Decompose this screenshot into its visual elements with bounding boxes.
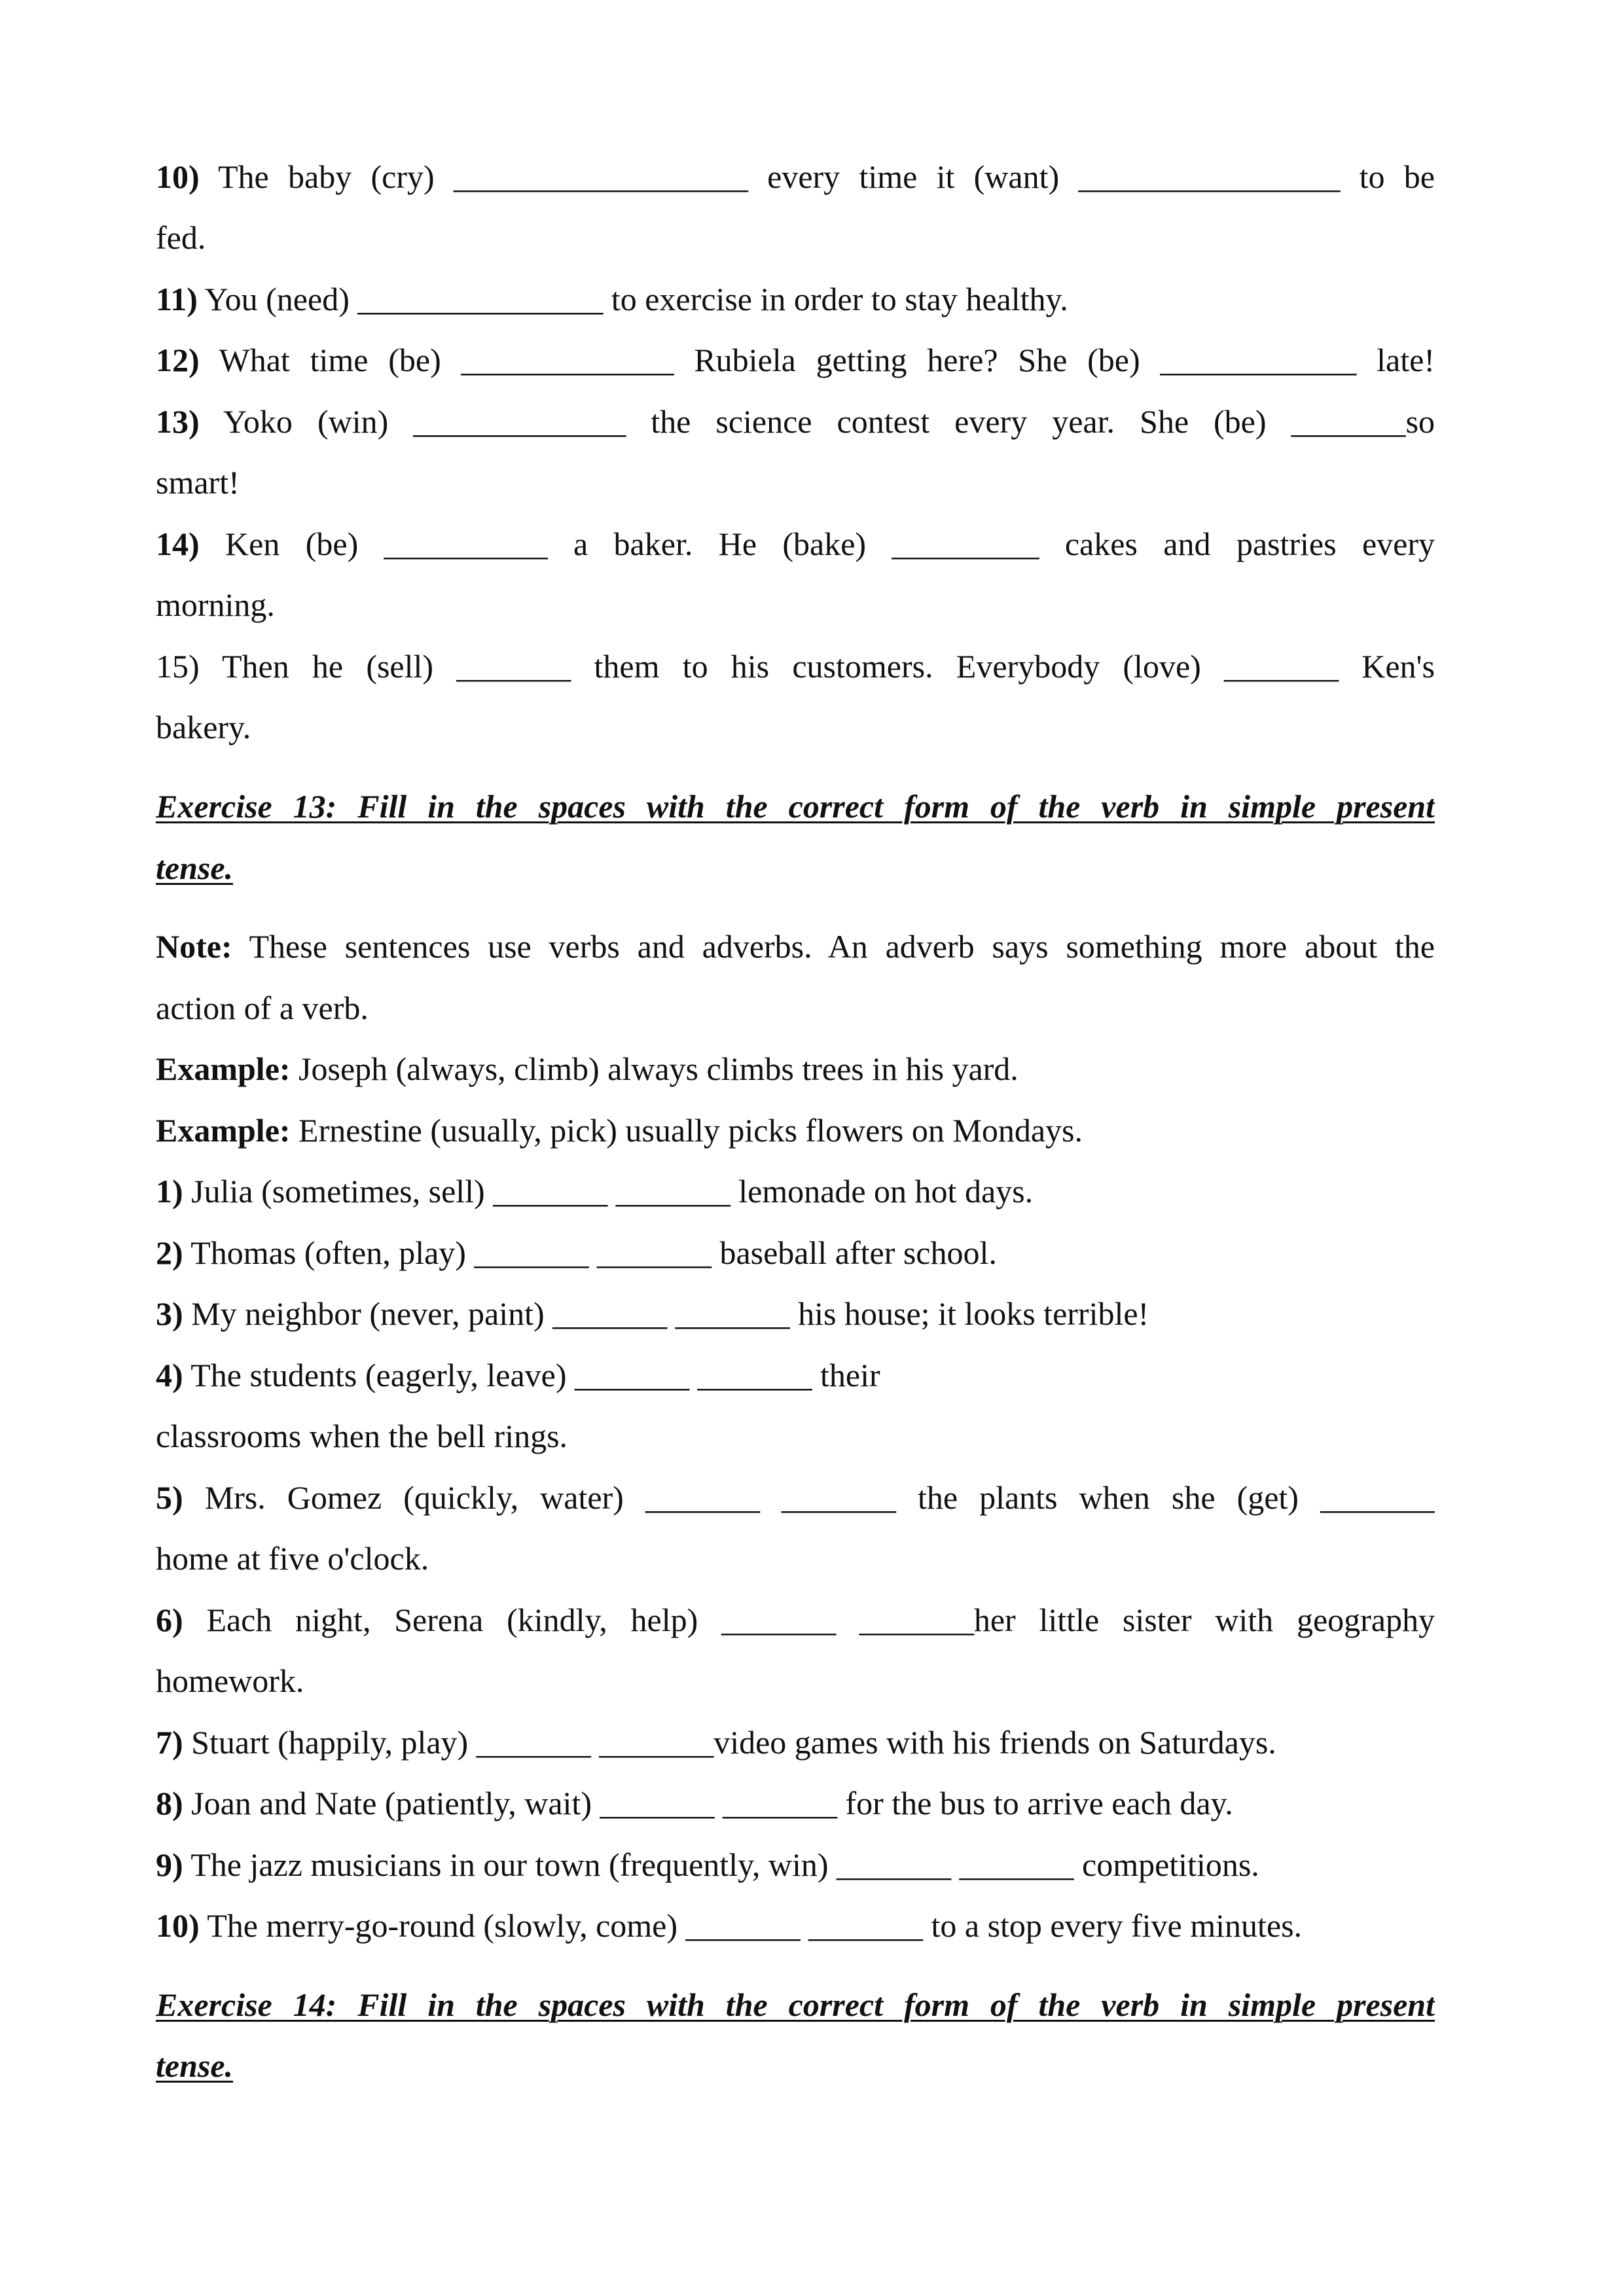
ex13-item-9 (156, 1845, 1435, 1884)
ex12-item-12 (156, 340, 1435, 380)
item-number: 6) (156, 1602, 183, 1638)
example-1 (156, 1049, 1435, 1088)
item-number: 5) (156, 1479, 183, 1516)
item-text: Ken (be) __________ a baker. He (bake) _________ cakes and pastries every (199, 526, 1435, 562)
ex12-item-14-line2: morning. (156, 586, 275, 623)
item-number: 12) (156, 342, 200, 378)
item-text: Julia (sometimes, sell) _______ _______ lemonade on hot days. (183, 1173, 1034, 1210)
item-number: 11) (156, 281, 198, 317)
item-text: The merry-go-round (slowly, come) _______ _______ to a stop every five minutes. (199, 1907, 1303, 1944)
ex13-item-4-line2: classrooms when the bell rings. (156, 1418, 568, 1454)
ex13-item-2 (156, 1233, 1435, 1272)
ex13-item-6-line2: homework. (156, 1662, 304, 1699)
item-text: What time (be) _____________ Rubiela getting here? She (be) ____________ late! (199, 342, 1435, 378)
worksheet-page (156, 0, 1435, 2296)
ex12-item-11 (156, 279, 1435, 319)
item-number: 3) (156, 1295, 183, 1332)
item-number: 4) (156, 1357, 183, 1393)
exercise-14-heading-line1: Exercise 14: Fill in the spaces with the correct form of the verb in simple present (156, 1986, 1435, 2023)
ex13-item-6-line1 (156, 1600, 1435, 1640)
exercise-14-heading-line2: tense. (156, 2047, 234, 2084)
note-line2: action of a verb. (156, 990, 369, 1026)
item-text: You (need) _______________ to exercise in order to stay healthy. (197, 281, 1068, 317)
ex13-item-4-line1 (156, 1355, 1435, 1395)
exercise-13-heading-line2: tense. (156, 850, 234, 886)
item-text: Each night, Serena (kindly, help) _______ _______her little sister with geography (183, 1602, 1435, 1638)
item-text: The students (eagerly, leave) _______ _______ their (183, 1357, 880, 1393)
note-text: These sentences use verbs and adverbs. An adverb says something more about the (232, 928, 1435, 965)
ex12-item-15-line1: 15) Then he (sell) _______ them to his customers. Everybody (love) _______ Ken's (156, 648, 1435, 685)
note-label: Note: (156, 928, 232, 965)
ex12-item-13-line2: smart! (156, 464, 240, 501)
item-text: The jazz musicians in our town (frequently, win) _______ _______ competitions. (183, 1846, 1259, 1883)
item-text: Stuart (happily, play) _______ _______video games with his friends on Saturdays. (183, 1724, 1276, 1761)
ex12-item-13-line1 (156, 402, 1435, 441)
ex13-item-8 (156, 1784, 1435, 1823)
ex12-item-10-line2: fed. (156, 219, 206, 256)
item-number: 8) (156, 1785, 183, 1821)
example-label: Example: (156, 1112, 291, 1149)
item-text: The baby (cry) __________________ every time it (want) ________________ to be (199, 158, 1435, 195)
item-text: Thomas (often, play) _______ _______ baseball after school. (183, 1234, 997, 1271)
example-text: Ernestine (usually, pick) usually picks flowers on Mondays. (290, 1112, 1083, 1149)
item-number: 7) (156, 1724, 183, 1761)
example-2 (156, 1111, 1435, 1150)
item-number: 10) (156, 158, 200, 195)
ex13-item-5-line2: home at five o'clock. (156, 1540, 429, 1577)
ex13-item-1 (156, 1172, 1435, 1211)
item-number: 1) (156, 1173, 183, 1210)
item-number: 9) (156, 1846, 183, 1883)
item-number: 2) (156, 1234, 183, 1271)
example-label: Example: (156, 1050, 291, 1087)
ex12-item-14-line1 (156, 524, 1435, 564)
item-text: Mrs. Gomez (quickly, water) _______ _______ the plants when she (get) _______ (183, 1479, 1435, 1516)
exercise-13-heading-line1: Exercise 13: Fill in the spaces with the correct form of the verb in simple present (156, 788, 1435, 825)
item-number: 13) (156, 403, 200, 440)
example-text: Joseph (always, climb) always climbs trees in his yard. (290, 1050, 1019, 1087)
item-number: 14) (156, 526, 200, 562)
item-text: My neighbor (never, paint) _______ _______ his house; it looks terrible! (183, 1295, 1149, 1332)
ex13-item-5-line1 (156, 1478, 1435, 1517)
ex13-item-3 (156, 1294, 1435, 1333)
item-text: Yoko (win) _____________ the science contest every year. She (be) _______so (199, 403, 1435, 440)
item-text: Joan and Nate (patiently, wait) _______ _______ for the bus to arrive each day. (183, 1785, 1233, 1821)
ex12-item-10-line1 (156, 157, 1435, 196)
note-line1 (156, 927, 1435, 966)
ex13-item-7 (156, 1723, 1435, 1762)
item-number: 10) (156, 1907, 200, 1944)
ex13-item-10 (156, 1906, 1435, 1945)
ex12-item-15-line2: bakery. (156, 709, 251, 745)
